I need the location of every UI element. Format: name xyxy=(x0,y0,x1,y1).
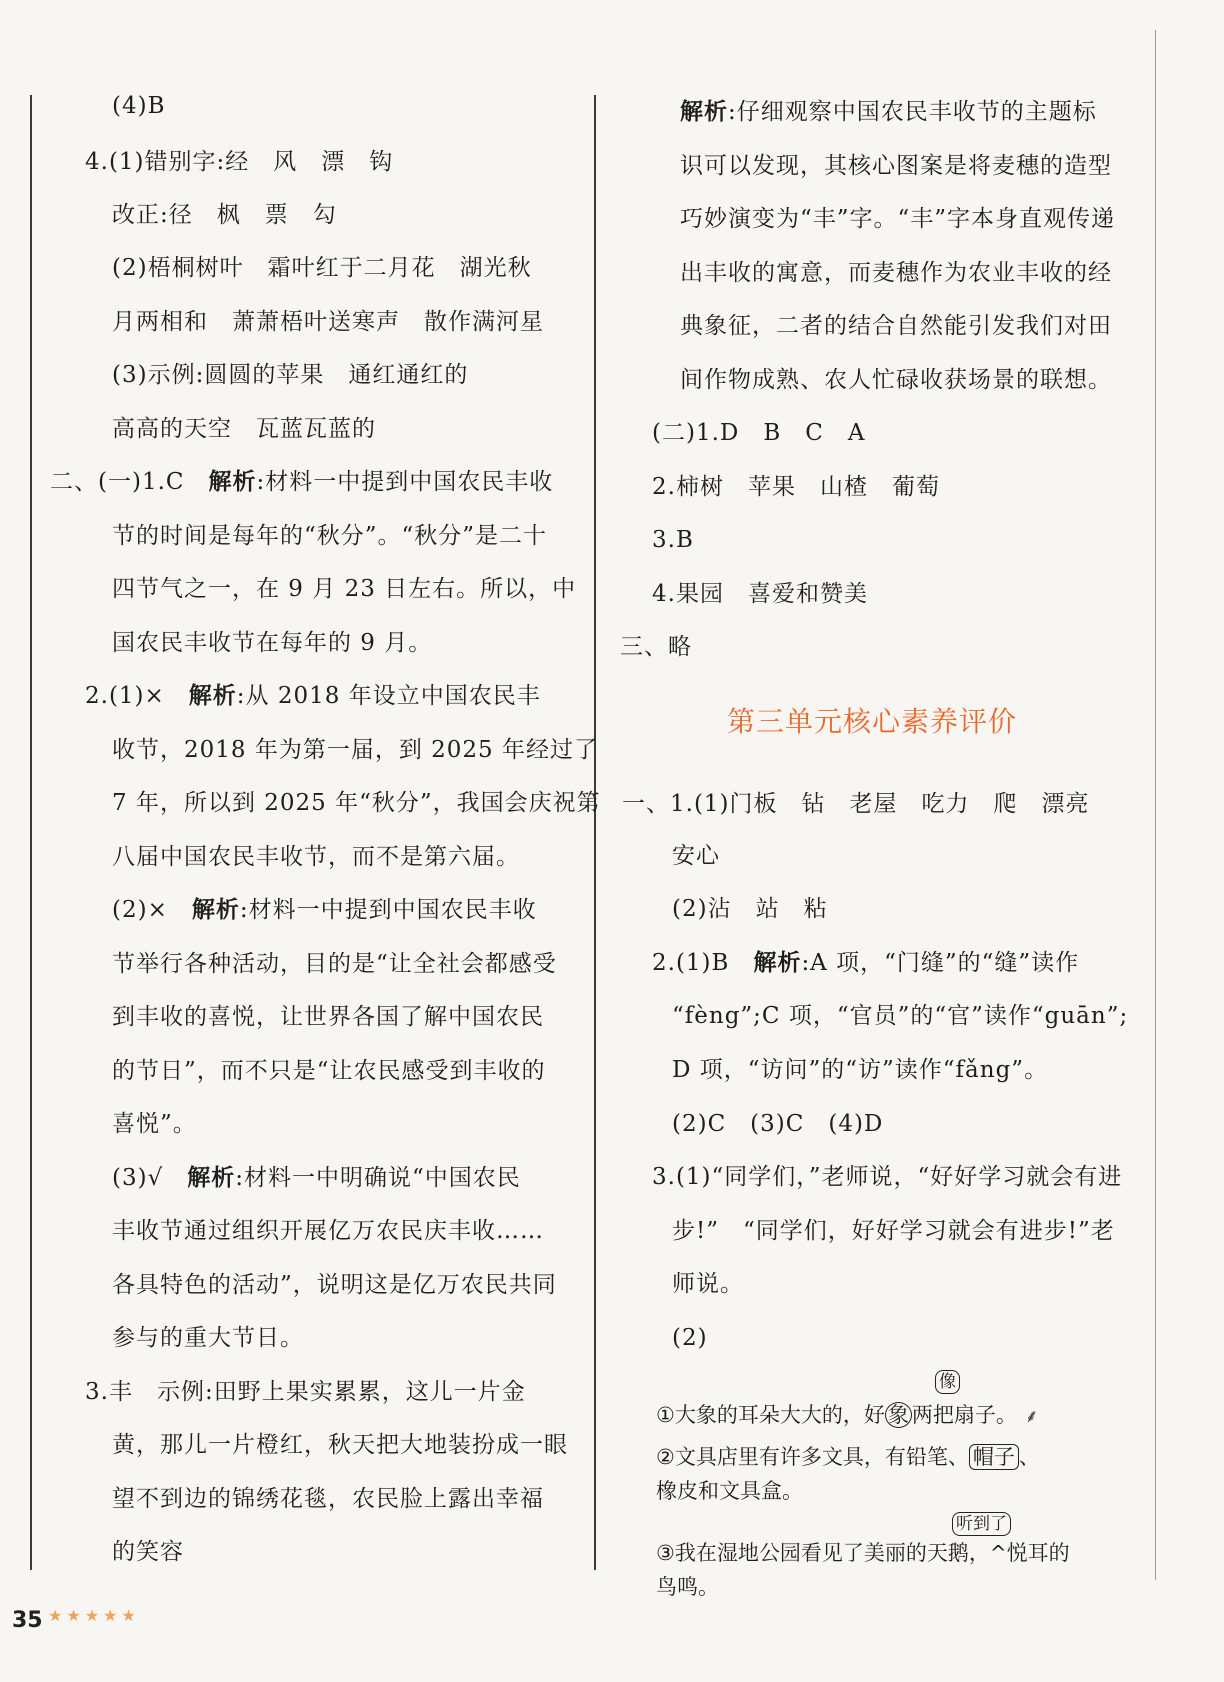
answer-line: 一、1.(1)门板 钻 老屋 吃力 爬 漂亮 xyxy=(622,791,1090,817)
analysis-label: 解析 xyxy=(208,469,257,495)
answer-line: 节的时间是每年的“秋分”。“秋分”是二十 xyxy=(112,523,548,549)
answer-line: 3.(1)“同学们，”老师说，“好好学习就会有进 xyxy=(652,1164,1123,1190)
answer-line: 收节，2018 年为第一届，到 2025 年经过了 xyxy=(112,737,598,763)
answer-line: (2)× 解析:材料一中提到中国农民丰收 xyxy=(112,897,537,923)
answer-line: 高高的天空 瓦蓝瓦蓝的 xyxy=(112,416,376,442)
answer-line: 7 年，所以到 2025 年“秋分”，我国会庆祝第 xyxy=(112,790,601,816)
answer-line: “fèng”;C 项，“官员”的“官”读作“guān”; xyxy=(672,1003,1129,1029)
circled-error: 象 xyxy=(885,1402,912,1428)
answer-line: (2)沾 站 粘 xyxy=(672,896,828,922)
answer-line: 3.B xyxy=(652,527,694,553)
answer-line: 师说。 xyxy=(672,1271,744,1297)
answer-line: 各具特色的活动”，说明这是亿万农民共同 xyxy=(112,1272,557,1298)
edited-sentence: 鸟鸣。 xyxy=(656,1575,719,1599)
edited-sentence: ②文具店里有许多文具，有铅笔、 帽子 、 xyxy=(656,1445,1040,1469)
answer-line: (2) xyxy=(672,1325,708,1351)
answer-line: 间作物成熟、农人忙碌收获场景的联想。 xyxy=(680,367,1112,393)
answer-line: 节举行各种活动，目的是“让全社会都感受 xyxy=(112,951,557,977)
delete-mark-icon: ⸙ xyxy=(1024,1406,1039,1427)
answer-line: 黄，那儿一片橙红，秋天把大地装扮成一眼 xyxy=(112,1432,568,1458)
answer-line: (3)√ 解析:材料一中明确说“中国农民 xyxy=(112,1165,521,1191)
answer-line: (3)示例:圆圆的苹果 通红通红的 xyxy=(112,362,469,388)
answer-line: 2.(1)× 解析:从 2018 年设立中国农民丰 xyxy=(85,683,541,709)
boxed-error: 帽子 xyxy=(969,1444,1019,1470)
answer-line: (2)梧桐树叶 霜叶红于二月花 湖光秋 xyxy=(112,255,532,281)
analysis-label: 解析 xyxy=(187,1165,236,1191)
correction-mark: 像 xyxy=(935,1370,960,1394)
edited-sentence: ③我在湿地公园看见了美丽的天鹅，^悦耳的 xyxy=(656,1541,1070,1565)
answer-line: 安心 xyxy=(672,843,720,869)
answer-line: 的笑容 xyxy=(112,1539,184,1565)
page-number: 35 xyxy=(12,1608,43,1633)
answer-line: (2)C (3)C (4)D xyxy=(672,1111,884,1137)
section-heading: 第三单元核心素养评价 xyxy=(727,705,1018,738)
analysis-label: 解析 xyxy=(680,99,728,125)
answer-line: 喜悦”。 xyxy=(112,1111,197,1137)
answer-line: 4.果园 喜爱和赞美 xyxy=(652,581,868,607)
answer-line: 国农民丰收节在每年的 9 月。 xyxy=(112,630,433,656)
column-divider xyxy=(594,95,596,1570)
answer-line: 的节日”，而不只是“让农民感受到丰收的 xyxy=(112,1058,546,1084)
answer-line: 识可以发现，其核心图案是将麦穗的造型 xyxy=(680,153,1112,179)
answer-line: 步!” “同学们，好好学习就会有进步!”老 xyxy=(672,1218,1115,1244)
star-rating-icon: ★★★★★ xyxy=(48,1606,140,1625)
right-margin-rule xyxy=(1155,30,1156,1580)
answer-line: 八届中国农民丰收节，而不是第六届。 xyxy=(112,844,520,870)
answer-line: 典象征，二者的结合自然能引发我们对田 xyxy=(680,313,1112,339)
answer-line: 3.丰 示例:田野上果实累累，这儿一片金 xyxy=(85,1379,526,1405)
answer-line: 巧妙演变为“丰”字。“丰”字本身直观传递 xyxy=(680,206,1116,232)
answer-line: 出丰收的寓意，而麦穗作为农业丰收的经 xyxy=(680,260,1112,286)
caret-icon: ^ xyxy=(989,1541,1007,1565)
answer-line: 望不到边的锦绣花毯，农民脸上露出幸福 xyxy=(112,1486,544,1512)
answer-line: 2.柿树 苹果 山楂 葡萄 xyxy=(652,474,940,500)
answer-line: 2.(1)B 解析:A 项，“门缝”的“缝”读作 xyxy=(652,950,1080,976)
analysis-label: 解析 xyxy=(188,683,237,709)
answer-line: 二、(一)1.C 解析:材料一中提到中国农民丰收 xyxy=(50,469,554,495)
edited-sentence: ①大象的耳朵大大的，好 象 两把扇子。 ⸙ xyxy=(656,1403,1039,1427)
analysis-label: 解析 xyxy=(191,897,240,923)
left-margin-rule xyxy=(30,95,32,1570)
edited-sentence: 橡皮和文具盒。 xyxy=(656,1479,803,1503)
analysis-label: 解析 xyxy=(753,950,802,976)
answer-line: 月两相和 萧萧梧叶送寒声 散作满河星 xyxy=(112,309,544,335)
answer-line: (4)B xyxy=(112,93,166,119)
answer-line: (二)1.D B C A xyxy=(652,420,866,446)
answer-line: 参与的重大节日。 xyxy=(112,1325,304,1351)
answer-line: 到丰收的喜悦，让世界各国了解中国农民 xyxy=(112,1004,544,1030)
insertion-mark: 听到了 xyxy=(952,1512,1011,1536)
answer-line: 解析:仔细观察中国农民丰收节的主题标 xyxy=(680,99,1097,125)
answer-line: 4.(1)错别字:经 风 漂 钩 xyxy=(85,149,394,175)
answer-line: 三、略 xyxy=(620,634,692,660)
answer-line: 改正:径 枫 票 勾 xyxy=(112,202,337,228)
answer-line: D 项，“访问”的“访”读作“fǎng”。 xyxy=(672,1057,1049,1083)
answer-line: 四节气之一，在 9 月 23 日左右。所以，中 xyxy=(112,576,577,602)
answer-line: 丰收节通过组织开展亿万农民庆丰收…… xyxy=(112,1218,544,1244)
